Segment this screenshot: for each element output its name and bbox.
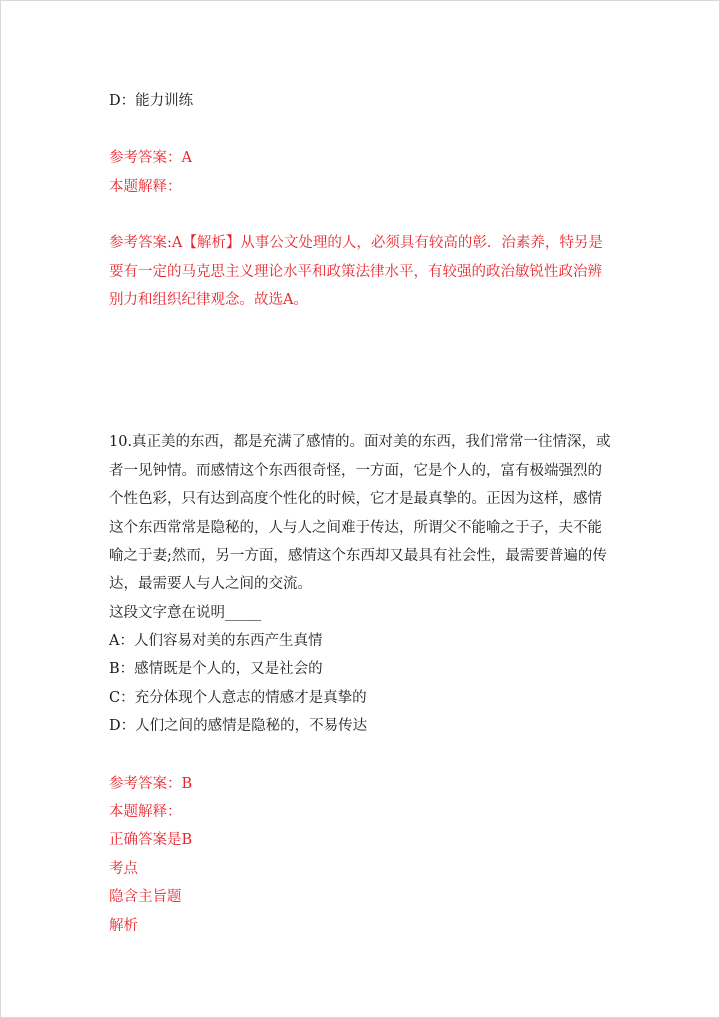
question-stem-line: 个性色彩，只有达到高度个性化的时候，它才是最真挚的。正因为这样，感情	[109, 491, 602, 508]
prev-explanation-line: 要有一定的马克思主义理论水平和政策法律水平，有较强的政治敏锐性政治辨	[109, 263, 602, 280]
option-b: B：感情既是个人的，又是社会的	[109, 661, 323, 678]
option-c: C：充分体现个人意志的情感才是真挚的	[109, 689, 367, 706]
question-stem-line: 者一见钟情。而感情这个东西很奇怪，一方面，它是个人的，富有极端强烈的	[109, 462, 602, 479]
explanation-item: 解析	[109, 917, 138, 934]
question-stem-line: 达，最需要人与人之间的交流。	[109, 576, 312, 593]
explanation-item: 正确答案是B	[109, 832, 193, 849]
question-stem-line: 10.真正美的东西，都是充满了感情的。面对美的东西，我们常常一往情深，或	[109, 434, 611, 451]
prev-explanation-line: 参考答案:A【解析】从事公文处理的人，必须具有较高的彰．治素养，特另是	[109, 235, 603, 252]
option-a: A：人们容易对美的东西产生真情	[109, 633, 323, 650]
prev-explanation-line: 别力和组织纪律观念。故选A。	[109, 291, 308, 308]
question-stem	[109, 428, 619, 598]
explanation-item: 隐含主旨题	[109, 889, 182, 906]
question-stem-line: 喻之于妻;然而，另一方面，感情这个东西却又最具有社会性，最需要普遍的传	[109, 547, 607, 564]
question-stem-line: 这个东西常常是隐秘的，人与人之间难于传达，所谓父不能喻之于子，夫不能	[109, 519, 602, 536]
prev-answer-label: 参考答案：A	[109, 150, 192, 167]
prev-option-d: D：能力训练	[109, 93, 194, 109]
answer-label: 参考答案：B	[109, 775, 193, 792]
explanation-item: 考点	[109, 860, 138, 877]
prev-explain-label: 本题解释：	[109, 178, 182, 195]
question-prompt: 这段文字意在说明_____	[109, 604, 262, 621]
document-body	[109, 87, 619, 940]
option-d: D：人们之间的感情是隐秘的，不易传达	[109, 718, 368, 735]
explain-label: 本题解释：	[109, 804, 182, 821]
